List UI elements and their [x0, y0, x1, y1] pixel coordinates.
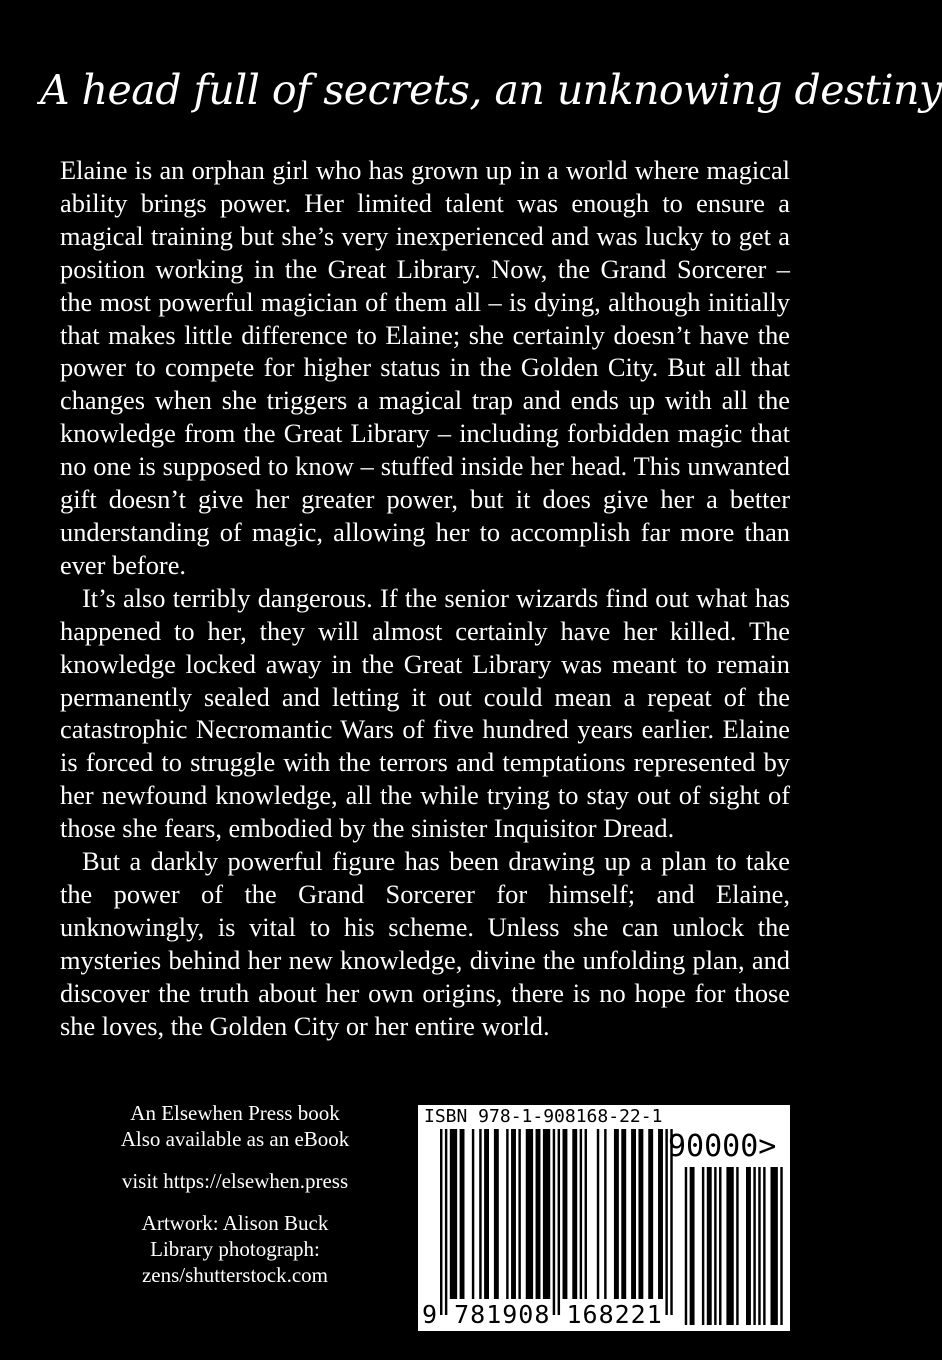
barcode-bar: [758, 1167, 760, 1325]
barcode-bar: [572, 1129, 577, 1299]
barcode-bar: [638, 1129, 643, 1299]
artwork-credit: Artwork: Alison Buck: [141, 1211, 329, 1235]
barcode-bar: [719, 1167, 721, 1325]
barcode-bar: [518, 1129, 520, 1299]
barcode-bar: [797, 1167, 799, 1325]
barcode-bar: [614, 1129, 619, 1299]
publisher-line: An Elsewhen Press book: [130, 1101, 340, 1125]
photo-credit-label: Library photograph:: [150, 1237, 320, 1261]
barcode-bar: [726, 1167, 733, 1325]
art-credits: [90, 1210, 380, 1288]
barcode-bar: [580, 1129, 582, 1299]
barcode-bar: [563, 1129, 568, 1299]
blurb-paragraph-2: It’s also terribly dangerous. If the senior wizards find out what has happened to her, they will almost certainly have her killed. The knowledge locked away in the Great Library was meant to remain permanently sealed and letting it out could mean a repeat of the catastrophic Necromantic Wars of five hundred years earlier. Elaine is forced to struggle with the terrors and temptations represented by her newfound knowledge, all the while trying to stay out of sight of those she fears, embodied by the sinister Inquisitor Dread.: [60, 582, 790, 844]
barcode-bar: [506, 1129, 508, 1299]
barcode-bar: [445, 1129, 447, 1315]
barcode-bar: [690, 1167, 695, 1325]
barcode-bar: [746, 1167, 751, 1325]
ebook-line: Also available as an eBook: [120, 1127, 350, 1151]
barcode-bar: [543, 1129, 550, 1299]
barcode-bar: [450, 1129, 457, 1299]
barcode-bar: [648, 1129, 653, 1299]
barcode-bar: [597, 1129, 599, 1299]
publisher-info: [90, 1100, 380, 1152]
blurb: [60, 154, 790, 1042]
barcode-bar: [494, 1129, 499, 1299]
barcode-bar: [780, 1167, 782, 1325]
barcode-bar: [702, 1167, 704, 1325]
barcode-bar: [585, 1129, 587, 1299]
ean-digits: 9 781908 168221: [422, 1300, 663, 1329]
barcode-bar: [479, 1129, 481, 1299]
barcode-bar: [604, 1129, 606, 1299]
barcode-bar: [736, 1167, 738, 1325]
barcode-bar: [685, 1167, 687, 1325]
barcode-bar: [511, 1129, 516, 1299]
barcode-bar: [621, 1129, 626, 1299]
barcode-bar: [631, 1129, 636, 1299]
barcode-bar: [714, 1167, 716, 1325]
blurb-paragraph-3: But a darkly powerful figure has been drawing up a plan to take the power of the Grand Sorcerer for himself; and Elaine, unknowingly, is vital to his scheme. Unless she can unlock the mysteries behind her new knowledge, divine the unfolding plan, and discover the truth about her own origins, there is no hope for those she loves, the Golden City or her entire world.: [60, 846, 790, 1041]
barcode-bar: [472, 1129, 474, 1299]
visit-line: visit https://elsewhen.press: [121, 1169, 349, 1193]
barcode-bar: [790, 1167, 795, 1325]
barcode-bar: [763, 1167, 765, 1325]
barcode-bar: [460, 1129, 465, 1299]
photo-credit-source: zens/shutterstock.com: [141, 1263, 329, 1287]
website-info: [90, 1168, 380, 1194]
barcode-bar: [526, 1129, 533, 1299]
barcode-bar: [771, 1167, 778, 1325]
barcode-bar: [558, 1129, 560, 1315]
barcode-bar: [553, 1129, 555, 1315]
price-code: 90000>: [668, 1129, 777, 1164]
blurb-paragraph-1: Elaine is an orphan girl who has grown up in a world where magical ability brings power. Her limited talent was enough to ensure a magical training but she’s very inexperienced and was lucky to get a position working in the Great Library. Now, the Grand Sorcerer – the most powerful magician of them all – is dying, although initially that makes little difference to Elaine; she certainly doesn’t have the power to compete for higher status in the Golden City. But all that changes when she triggers a magical trap and ends up with all the knowledge from the Great Library – including forbidden magic that no one is supposed to know – stuffed inside her head. This unwanted gift doesn’t give her greater power, but it does give her a better understanding of magic, allowing her to accomplish far more than ever before.: [60, 155, 790, 580]
barcode-bar: [484, 1129, 489, 1299]
barcode-bar: [658, 1129, 663, 1299]
barcode-bar: [753, 1167, 755, 1325]
credits: [90, 1100, 380, 1304]
barcode-bar: [536, 1129, 541, 1299]
isbn-barcode: [418, 1105, 790, 1331]
barcode-bar: [440, 1129, 442, 1315]
tagline: A head full of secrets, an unknowing destiny: [40, 66, 942, 114]
barcode-bar: [707, 1167, 712, 1325]
isbn-label: ISBN 978-1-908168-22-1: [424, 1106, 663, 1127]
